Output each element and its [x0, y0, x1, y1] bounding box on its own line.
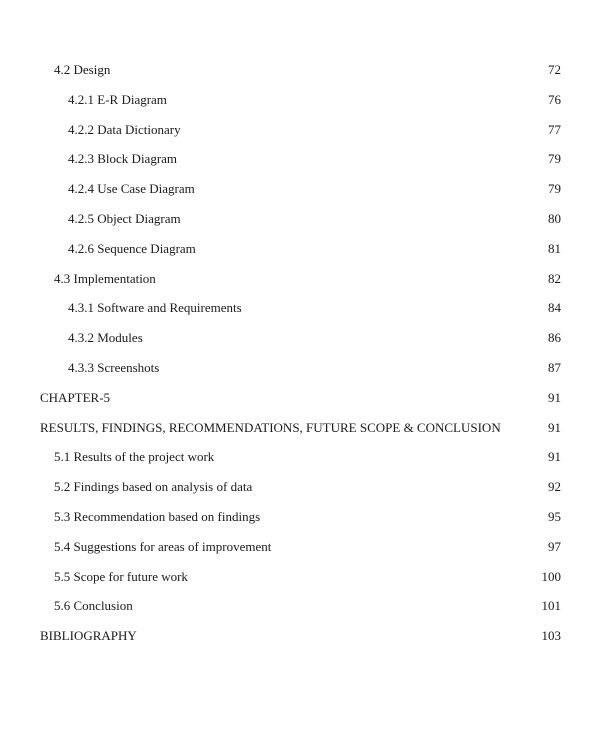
toc-entry-title: 4.2.6 Sequence Diagram: [68, 240, 196, 256]
toc-entry-title: 5.6 Conclusion: [54, 598, 133, 614]
toc-entry: [0, 55, 603, 85]
toc-entry-page: 100: [541, 568, 561, 584]
toc-entry-page: 77: [548, 121, 561, 137]
toc-entry-page: 76: [548, 91, 561, 107]
toc-entry-title: 5.4 Suggestions for areas of improvement: [54, 538, 272, 554]
toc-entry: [0, 234, 603, 264]
toc-entry: [0, 532, 603, 562]
toc-entry-title: 5.1 Results of the project work: [54, 449, 215, 465]
toc-entry: [0, 204, 603, 234]
toc-entry-title: 4.3.2 Modules: [68, 330, 143, 346]
toc-entry: [0, 293, 603, 323]
toc-entry-title: CHAPTER-5: [40, 389, 111, 405]
toc-entry-title: 4.2.1 E-R Diagram: [68, 91, 167, 107]
toc-entry: [0, 115, 603, 145]
toc-entry: [0, 621, 603, 651]
toc-entry-title: 4.3 Implementation: [54, 270, 156, 286]
toc-entry-title: 5.2 Findings based on analysis of data: [54, 479, 253, 495]
toc-entry: [0, 144, 603, 174]
toc-entry: [0, 323, 603, 353]
toc-entry-title: 4.2.3 Block Diagram: [68, 151, 178, 167]
toc-entry-page: 91: [548, 419, 561, 435]
toc-entry-title: RESULTS, FINDINGS, RECOMMENDATIONS, FUTURE SCOPE & CONCLUSION: [40, 419, 501, 435]
toc-entry: [0, 413, 603, 443]
toc-entry-title: 4.3.1 Software and Requirements: [68, 300, 242, 316]
toc-entry-page: 87: [548, 359, 561, 375]
toc-entry-page: 103: [541, 628, 561, 644]
toc-entry: [0, 562, 603, 592]
toc-entry: [0, 442, 603, 472]
toc-entry-title: 5.3 Recommendation based on findings: [54, 508, 261, 524]
toc-entry-page: 91: [548, 449, 561, 465]
toc-entry-page: 92: [548, 479, 561, 495]
toc-entry-page: 81: [548, 240, 561, 256]
toc-entry-page: 91: [548, 389, 561, 405]
toc-entry: [0, 264, 603, 294]
toc-entry-page: 79: [548, 151, 561, 167]
toc-entry-title: BIBLIOGRAPHY: [40, 628, 137, 644]
toc-entry-title: 4.2.2 Data Dictionary: [68, 121, 181, 137]
toc-entry: [0, 383, 603, 413]
toc-entry-page: 86: [548, 330, 561, 346]
toc-entry-title: 4.2.4 Use Case Diagram: [68, 181, 195, 197]
toc-entry-page: 82: [548, 270, 561, 286]
toc-entry-page: 95: [548, 508, 561, 524]
toc-entry-page: 97: [548, 538, 561, 554]
toc-entry-page: 84: [548, 300, 561, 316]
toc-entry: [0, 85, 603, 115]
toc-entry-title: 5.5 Scope for future work: [54, 568, 188, 584]
toc-entry: [0, 174, 603, 204]
toc-entry: [0, 353, 603, 383]
toc-entry-title: 4.3.3 Screenshots: [68, 359, 160, 375]
toc-entry-page: 79: [548, 181, 561, 197]
table-of-contents: [0, 55, 603, 651]
toc-entry: [0, 502, 603, 532]
toc-entry: [0, 591, 603, 621]
toc-entry-page: 80: [548, 210, 561, 226]
toc-entry-title: 4.2.5 Object Diagram: [68, 210, 181, 226]
toc-entry-page: 101: [541, 598, 561, 614]
toc-entry: [0, 472, 603, 502]
toc-entry-title: 4.2 Design: [54, 62, 111, 77]
toc-entry-page: 72: [548, 62, 561, 77]
